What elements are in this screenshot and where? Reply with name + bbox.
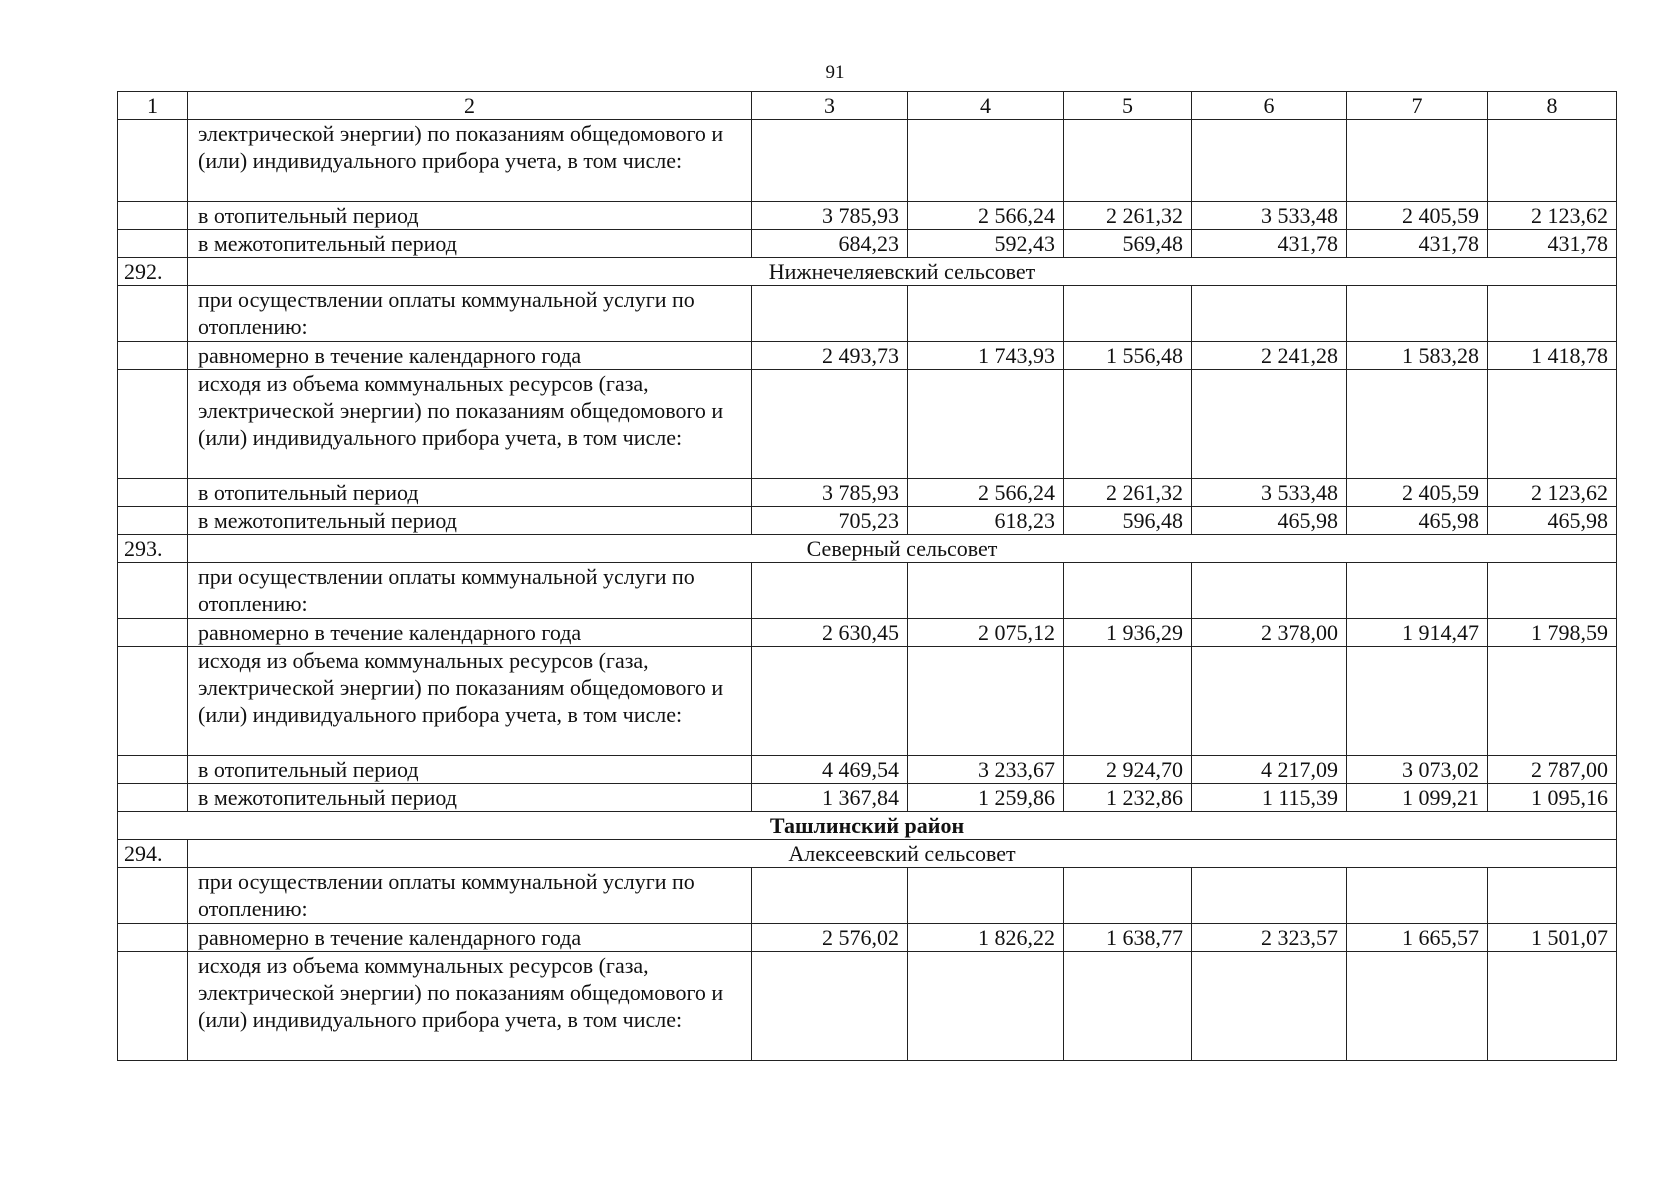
value-cell: 596,48 bbox=[1064, 507, 1192, 535]
row-label: исходя из объема коммунальных ресурсов (газа, электрической энергии) по показаниям общедомового и (или) индивидуального прибора учета, в том числе: bbox=[188, 370, 752, 479]
value-cell: 3 073,02 bbox=[1347, 756, 1488, 784]
value-cell: 2 123,62 bbox=[1488, 479, 1617, 507]
section-row bbox=[118, 258, 1617, 286]
table-row bbox=[118, 784, 1617, 812]
col-header-8: 8 bbox=[1488, 92, 1617, 120]
column-number-row bbox=[118, 92, 1617, 120]
value-cell: 3 785,93 bbox=[752, 479, 908, 507]
value-cell: 1 826,22 bbox=[908, 924, 1064, 952]
value-cell: 1 556,48 bbox=[1064, 342, 1192, 370]
value-cell: 1 798,59 bbox=[1488, 619, 1617, 647]
col-header-1: 1 bbox=[118, 92, 188, 120]
row-label: при осуществлении оплаты коммунальной услуги по отоплению: bbox=[188, 563, 752, 619]
table-row bbox=[118, 120, 1617, 202]
value-cell: 2 241,28 bbox=[1192, 342, 1347, 370]
value-cell: 1 501,07 bbox=[1488, 924, 1617, 952]
value-cell: 2 566,24 bbox=[908, 202, 1064, 230]
col-header-7: 7 bbox=[1347, 92, 1488, 120]
value-cell: 2 493,73 bbox=[752, 342, 908, 370]
table-row bbox=[118, 619, 1617, 647]
row-label: при осуществлении оплаты коммунальной услуги по отоплению: bbox=[188, 286, 752, 342]
value-cell: 465,98 bbox=[1192, 507, 1347, 535]
table-row bbox=[118, 756, 1617, 784]
table-row bbox=[118, 563, 1617, 619]
table-row bbox=[118, 868, 1617, 924]
col-header-2: 2 bbox=[188, 92, 752, 120]
row-label: в межотопительный период bbox=[188, 784, 752, 812]
value-cell: 3 533,48 bbox=[1192, 479, 1347, 507]
table-row bbox=[118, 924, 1617, 952]
section-title: Нижнечеляевский сельсовет bbox=[188, 258, 1617, 286]
value-cell: 2 075,12 bbox=[908, 619, 1064, 647]
table-row bbox=[118, 952, 1617, 1061]
value-cell: 2 123,62 bbox=[1488, 202, 1617, 230]
value-cell: 3 533,48 bbox=[1192, 202, 1347, 230]
table-row bbox=[118, 507, 1617, 535]
value-cell: 2 566,24 bbox=[908, 479, 1064, 507]
value-cell: 618,23 bbox=[908, 507, 1064, 535]
value-cell: 2 323,57 bbox=[1192, 924, 1347, 952]
value-cell: 2 630,45 bbox=[752, 619, 908, 647]
table-row bbox=[118, 230, 1617, 258]
section-index: 292. bbox=[118, 258, 188, 286]
value-cell: 1 099,21 bbox=[1347, 784, 1488, 812]
row-label: в отопительный период bbox=[188, 479, 752, 507]
value-cell: 1 743,93 bbox=[908, 342, 1064, 370]
index-cell bbox=[118, 120, 188, 202]
value-cell: 1 936,29 bbox=[1064, 619, 1192, 647]
value-cell: 2 787,00 bbox=[1488, 756, 1617, 784]
section-row bbox=[118, 840, 1617, 868]
value-cell: 1 232,86 bbox=[1064, 784, 1192, 812]
value-cell: 1 367,84 bbox=[752, 784, 908, 812]
district-title: Ташлинский район bbox=[118, 812, 1617, 840]
value-cell: 1 115,39 bbox=[1192, 784, 1347, 812]
value-cell: 1 583,28 bbox=[1347, 342, 1488, 370]
value-cell: 705,23 bbox=[752, 507, 908, 535]
value-cell: 431,78 bbox=[1347, 230, 1488, 258]
value-cell: 1 638,77 bbox=[1064, 924, 1192, 952]
section-index: 294. bbox=[118, 840, 188, 868]
row-label: равномерно в течение календарного года bbox=[188, 924, 752, 952]
row-label: равномерно в течение календарного года bbox=[188, 342, 752, 370]
value-cell: 3 233,67 bbox=[908, 756, 1064, 784]
row-label: в межотопительный период bbox=[188, 507, 752, 535]
value-cell: 431,78 bbox=[1488, 230, 1617, 258]
value-cell: 1 259,86 bbox=[908, 784, 1064, 812]
row-label: в межотопительный период bbox=[188, 230, 752, 258]
row-label: электрической энергии) по показаниям общедомового и (или) индивидуального прибора учета, в том числе: bbox=[188, 120, 752, 202]
col-header-4: 4 bbox=[908, 92, 1064, 120]
value-cell: 465,98 bbox=[1347, 507, 1488, 535]
section-title: Северный сельсовет bbox=[188, 535, 1617, 563]
row-label: при осуществлении оплаты коммунальной услуги по отоплению: bbox=[188, 868, 752, 924]
row-label: в отопительный период bbox=[188, 756, 752, 784]
value-cell: 1 914,47 bbox=[1347, 619, 1488, 647]
section-title: Алексеевский сельсовет bbox=[188, 840, 1617, 868]
table-row bbox=[118, 647, 1617, 756]
value-cell: 3 785,93 bbox=[752, 202, 908, 230]
value-cell: 2 261,32 bbox=[1064, 479, 1192, 507]
value-cell: 2 261,32 bbox=[1064, 202, 1192, 230]
value-cell: 2 924,70 bbox=[1064, 756, 1192, 784]
row-label: равномерно в течение календарного года bbox=[188, 619, 752, 647]
value-cell: 1 095,16 bbox=[1488, 784, 1617, 812]
value-cell: 592,43 bbox=[908, 230, 1064, 258]
col-header-6: 6 bbox=[1192, 92, 1347, 120]
value-cell: 684,23 bbox=[752, 230, 908, 258]
value-cell: 431,78 bbox=[1192, 230, 1347, 258]
col-header-5: 5 bbox=[1064, 92, 1192, 120]
page-number: 91 bbox=[825, 62, 845, 83]
table-row bbox=[118, 286, 1617, 342]
value-cell: 4 217,09 bbox=[1192, 756, 1347, 784]
row-label: исходя из объема коммунальных ресурсов (газа, электрической энергии) по показаниям общедомового и (или) индивидуального прибора учета, в том числе: bbox=[188, 647, 752, 756]
table-row bbox=[118, 202, 1617, 230]
value-cell: 2 405,59 bbox=[1347, 202, 1488, 230]
row-label: в отопительный период bbox=[188, 202, 752, 230]
value-cell: 2 378,00 bbox=[1192, 619, 1347, 647]
section-index: 293. bbox=[118, 535, 188, 563]
value-cell: 1 418,78 bbox=[1488, 342, 1617, 370]
tariff-table bbox=[117, 91, 1617, 1061]
table-row bbox=[118, 342, 1617, 370]
value-cell: 4 469,54 bbox=[752, 756, 908, 784]
table-row bbox=[118, 370, 1617, 479]
col-header-3: 3 bbox=[752, 92, 908, 120]
value-cell: 2 576,02 bbox=[752, 924, 908, 952]
row-label: исходя из объема коммунальных ресурсов (газа, электрической энергии) по показаниям общедомового и (или) индивидуального прибора учета, в том числе: bbox=[188, 952, 752, 1061]
district-row bbox=[118, 812, 1617, 840]
value-cell: 1 665,57 bbox=[1347, 924, 1488, 952]
value-cell: 569,48 bbox=[1064, 230, 1192, 258]
section-row bbox=[118, 535, 1617, 563]
value-cell: 465,98 bbox=[1488, 507, 1617, 535]
table-row bbox=[118, 479, 1617, 507]
value-cell: 2 405,59 bbox=[1347, 479, 1488, 507]
